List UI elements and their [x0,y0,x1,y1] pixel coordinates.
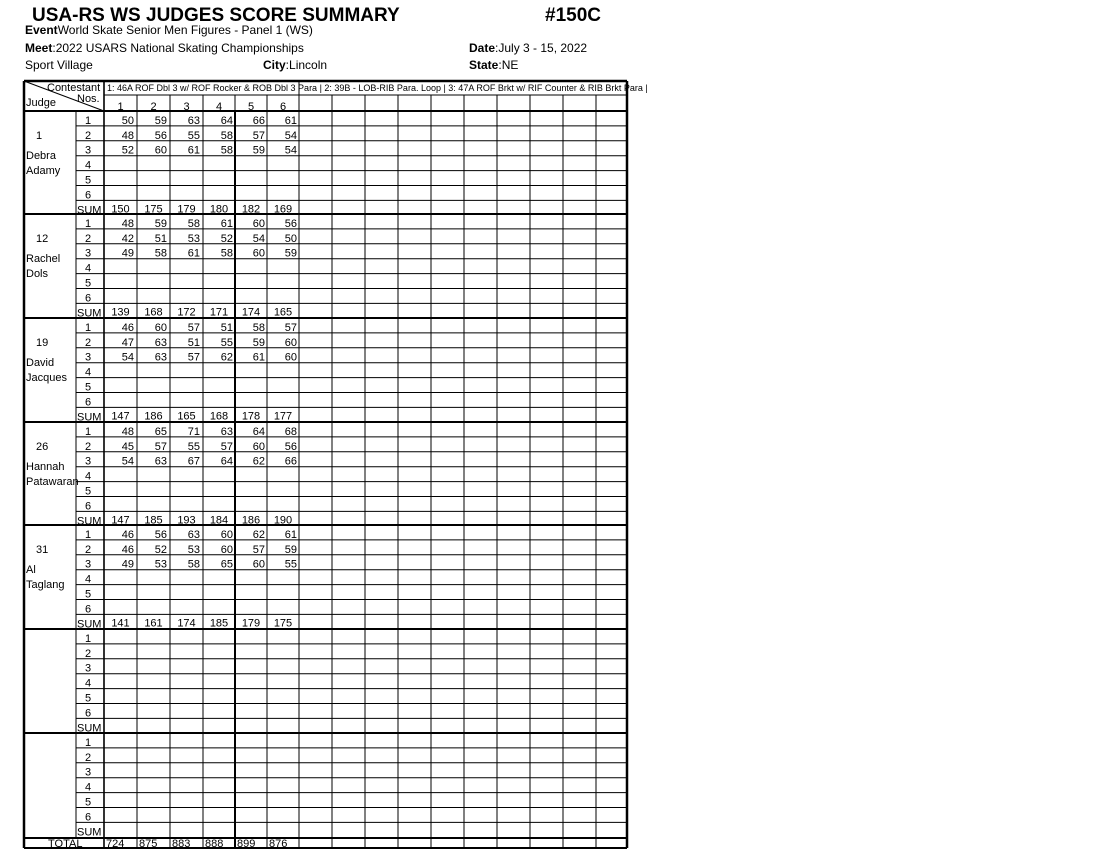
score-cell: 60 [252,217,265,230]
total-label: TOTAL [48,838,83,850]
score-cell: 63 [154,336,167,349]
sum-cell: 168 [209,410,229,423]
score-cell: 60 [252,558,265,571]
figure-row-number: 6 [85,396,92,409]
header-nos: Nos. [77,93,100,105]
score-cell: 55 [220,336,233,349]
sum-cell: 161 [144,617,163,630]
score-cell: 60 [154,144,167,157]
score-cell: 59 [154,217,167,230]
score-cell: 53 [187,543,200,556]
figure-row-number: 1 [85,321,92,334]
figure-row-number: 3 [85,766,92,779]
sum-cell: 186 [241,514,261,527]
date-label: Date [469,41,496,55]
score-cell: 46 [121,528,134,541]
score-cell: 61 [187,247,200,260]
figure-row-number: 1 [85,425,92,438]
score-cell: 51 [154,232,167,245]
score-cell: 57 [187,351,200,364]
figure-row-number: 6 [85,292,92,305]
figure-row-number: 5 [85,381,92,394]
score-cell: 58 [154,247,167,260]
score-cell: 58 [220,247,233,260]
sum-cell: 168 [144,306,163,319]
sum-cell: 174 [241,306,261,319]
figure-row-number: 2 [85,232,92,245]
score-cell: 62 [220,351,233,364]
score-cell: 62 [252,455,265,468]
score-cell: 63 [220,425,233,438]
score-cell: 59 [252,144,265,157]
sum-cell: 180 [209,203,229,216]
score-cell: 63 [187,528,200,541]
score-cell: 66 [252,114,265,127]
score-cell: 63 [154,455,167,468]
sum-cell: 185 [209,617,229,630]
sum-cell: 139 [111,306,130,319]
event-label: Event [25,23,58,37]
figure-row-number: 2 [85,751,92,764]
contestant-number: 3 [183,101,190,113]
score-cell: 60 [220,528,233,541]
event-value: World Skate Senior Men Figures - Panel 1 (WS) [57,23,313,37]
score-cell: 64 [220,114,233,127]
contestant-number: 1 [117,101,124,113]
score-cell: 54 [121,455,134,468]
total-cell: 883 [172,838,191,850]
figure-row-number: 5 [85,796,92,809]
meet-line: Meet:2022 USARS National Skating Championships [25,41,304,55]
score-cell: 60 [284,336,297,349]
score-cell: 57 [252,543,265,556]
date-value: July 3 - 15, 2022 [498,41,588,55]
score-cell: 42 [121,232,134,245]
score-cell: 60 [220,543,233,556]
sum-label: SUM [77,515,102,528]
score-cell: 67 [187,455,200,468]
figure-row-number: 4 [85,677,92,690]
score-cell: 56 [284,440,297,453]
score-cell: 54 [252,232,265,245]
header-contestant: Contestant [47,82,101,94]
sum-cell: 169 [273,203,293,216]
date-line: Date:July 3 - 15, 2022 [469,41,588,55]
judge-name: Debra [26,150,56,162]
score-cell: 53 [187,232,200,245]
form-code: #150C [545,5,601,26]
score-cell: 57 [284,321,297,334]
figure-row-number: 6 [85,189,92,202]
sum-cell: 171 [209,306,229,319]
figure-row-number: 3 [85,662,92,675]
score-cell: 57 [220,440,233,453]
score-cell: 55 [187,129,200,142]
score-cell: 58 [187,217,200,230]
score-cell: 61 [284,528,297,541]
sum-cell: 174 [177,617,196,630]
figure-row-number: 2 [85,336,92,349]
score-cell: 52 [154,543,167,556]
total-cell: 876 [269,838,288,850]
judge-number: 26 [36,441,49,453]
state-label: State [469,58,499,72]
score-cell: 56 [284,217,297,230]
figure-row-number: 1 [85,528,92,541]
figure-row-number: 1 [85,217,92,230]
figure-row-number: 3 [85,144,92,157]
score-cell: 52 [121,144,134,157]
score-cell: 59 [284,247,297,260]
figure-row-number: 3 [85,351,92,364]
meet-value: 2022 USARS National Skating Championships [55,41,304,55]
score-cell: 51 [220,321,233,334]
judge-number: 12 [36,233,49,245]
judge-name: David [26,357,55,369]
score-cell: 58 [252,321,265,334]
score-cell: 59 [154,114,167,127]
score-cell: 50 [121,114,134,127]
figure-row-number: 4 [85,262,92,275]
score-cell: 58 [220,144,233,157]
sum-cell: 190 [273,514,293,527]
venue: Sport Village [25,58,93,72]
sum-cell: 184 [209,514,229,527]
total-cell: 899 [237,838,256,850]
city-label: City [263,58,286,72]
figure-row-number: 4 [85,366,92,379]
judge-name: Adamy [26,165,61,177]
score-cell: 57 [187,321,200,334]
sum-cell: 179 [241,617,261,630]
figure-row-number: 5 [85,485,92,498]
score-cell: 53 [154,558,167,571]
judge-name: Patawaran [26,476,79,488]
score-cell: 55 [284,558,297,571]
sum-label: SUM [77,618,102,631]
score-cell: 65 [220,558,233,571]
total-cell: 724 [106,838,125,850]
judge-name: Jacques [26,372,67,384]
sum-label: SUM [77,204,102,217]
figure-row-number: 2 [85,440,92,453]
judge-number: 1 [36,130,43,142]
contestant-number: 6 [279,101,287,113]
header-judge: Judge [26,97,56,109]
score-cell: 51 [187,336,200,349]
meet-label: Meet [25,41,53,55]
figure-row-number: 4 [85,781,92,794]
score-cell: 48 [121,217,134,230]
figure-row-number: 5 [85,277,92,290]
sum-cell: 177 [273,410,293,423]
figure-row-number: 1 [85,632,92,645]
score-cell: 52 [220,232,233,245]
score-cell: 61 [252,351,265,364]
sum-cell: 165 [273,306,293,319]
contestant-number: 5 [247,101,255,113]
figure-row-number: 5 [85,692,92,705]
score-cell: 65 [154,425,167,438]
score-cell: 63 [154,351,167,364]
figure-row-number: 6 [85,500,92,513]
score-cell: 46 [121,321,134,334]
contestant-number: 2 [150,101,157,113]
score-cell: 48 [121,129,134,142]
figure-row-number: 5 [85,174,92,187]
judge-number: 19 [36,337,49,349]
sum-cell: 175 [273,617,293,630]
score-cell: 45 [121,440,134,453]
score-cell: 59 [284,543,297,556]
sum-cell: 182 [241,203,261,216]
judge-name: Hannah [26,461,65,473]
score-cell: 54 [284,129,297,142]
score-cell: 46 [121,543,134,556]
judge-number: 31 [36,544,49,556]
score-cell: 71 [187,425,200,438]
score-cell: 58 [220,129,233,142]
sum-cell: 193 [177,514,196,527]
sum-label: SUM [77,722,102,735]
score-cell: 61 [187,144,200,157]
score-cell: 61 [220,217,233,230]
sum-cell: 172 [177,306,196,319]
judge-name: Al [26,564,36,576]
figure-row-number: 2 [85,129,92,142]
score-cell: 60 [284,351,297,364]
figure-row-number: 4 [85,573,92,586]
figure-descriptions: 1: 46A ROF Dbl 3 w/ ROF Rocker & ROB Dbl 3 Para | 2: 39B - LOB-RIB Para. Loop | 3: 47A ROF Brkt w/ RIF Counter & RIB Brkt Para | [107,83,648,93]
score-cell: 60 [252,247,265,260]
score-cell: 59 [252,336,265,349]
score-cell: 63 [187,114,200,127]
sum-cell: 179 [177,203,196,216]
figure-row-number: 3 [85,247,92,260]
total-cell: 875 [139,838,158,850]
judge-name: Taglang [26,579,65,591]
sum-cell: 147 [111,514,130,527]
judge-name: Dols [26,268,49,280]
figure-row-number: 4 [85,159,92,172]
sum-cell: 185 [144,514,163,527]
figure-row-number: 1 [85,114,92,127]
score-cell: 48 [121,425,134,438]
score-cell: 56 [154,129,167,142]
judge-name: Rachel [26,253,61,265]
sum-cell: 175 [144,203,163,216]
figure-row-number: 6 [85,603,92,616]
score-cell: 61 [284,114,297,127]
score-cell: 55 [187,440,200,453]
sum-cell: 141 [111,617,130,630]
score-cell: 49 [121,558,134,571]
contestant-number: 4 [215,101,223,113]
city-line: City:Lincoln [263,58,328,72]
score-cell: 60 [252,440,265,453]
figure-row-number: 3 [85,455,92,468]
sum-cell: 186 [144,410,163,423]
score-cell: 64 [220,455,233,468]
figure-row-number: 6 [85,707,92,720]
score-cell: 62 [252,528,265,541]
figure-row-number: 4 [85,470,92,483]
page-title: USA-RS WS JUDGES SCORE SUMMARY [32,5,400,26]
score-cell: 50 [284,232,297,245]
score-cell: 49 [121,247,134,260]
sum-label: SUM [77,307,102,320]
score-cell: 60 [154,321,167,334]
figure-row-number: 3 [85,558,92,571]
sum-cell: 178 [241,410,261,423]
state-line: State:NE [469,58,519,72]
score-cell: 54 [284,144,297,157]
score-cell: 47 [121,336,134,349]
figure-row-number: 5 [85,588,92,601]
score-cell: 58 [187,558,200,571]
total-cell: 888 [205,838,224,850]
figure-row-number: 2 [85,543,92,556]
score-cell: 64 [252,425,265,438]
score-cell: 68 [284,425,297,438]
score-cell: 66 [284,455,297,468]
score-cell: 54 [121,351,134,364]
state-value: NE [501,58,519,72]
city-value: Lincoln [289,58,328,72]
sum-cell: 165 [177,410,196,423]
score-cell: 57 [252,129,265,142]
score-cell: 56 [154,528,167,541]
figure-row-number: 1 [85,736,92,749]
sum-cell: 147 [111,410,130,423]
score-cell: 57 [154,440,167,453]
sum-label: SUM [77,826,102,839]
figure-row-number: 6 [85,811,92,824]
figure-row-number: 2 [85,647,92,660]
sum-cell: 150 [111,203,130,216]
sum-label: SUM [77,411,102,424]
